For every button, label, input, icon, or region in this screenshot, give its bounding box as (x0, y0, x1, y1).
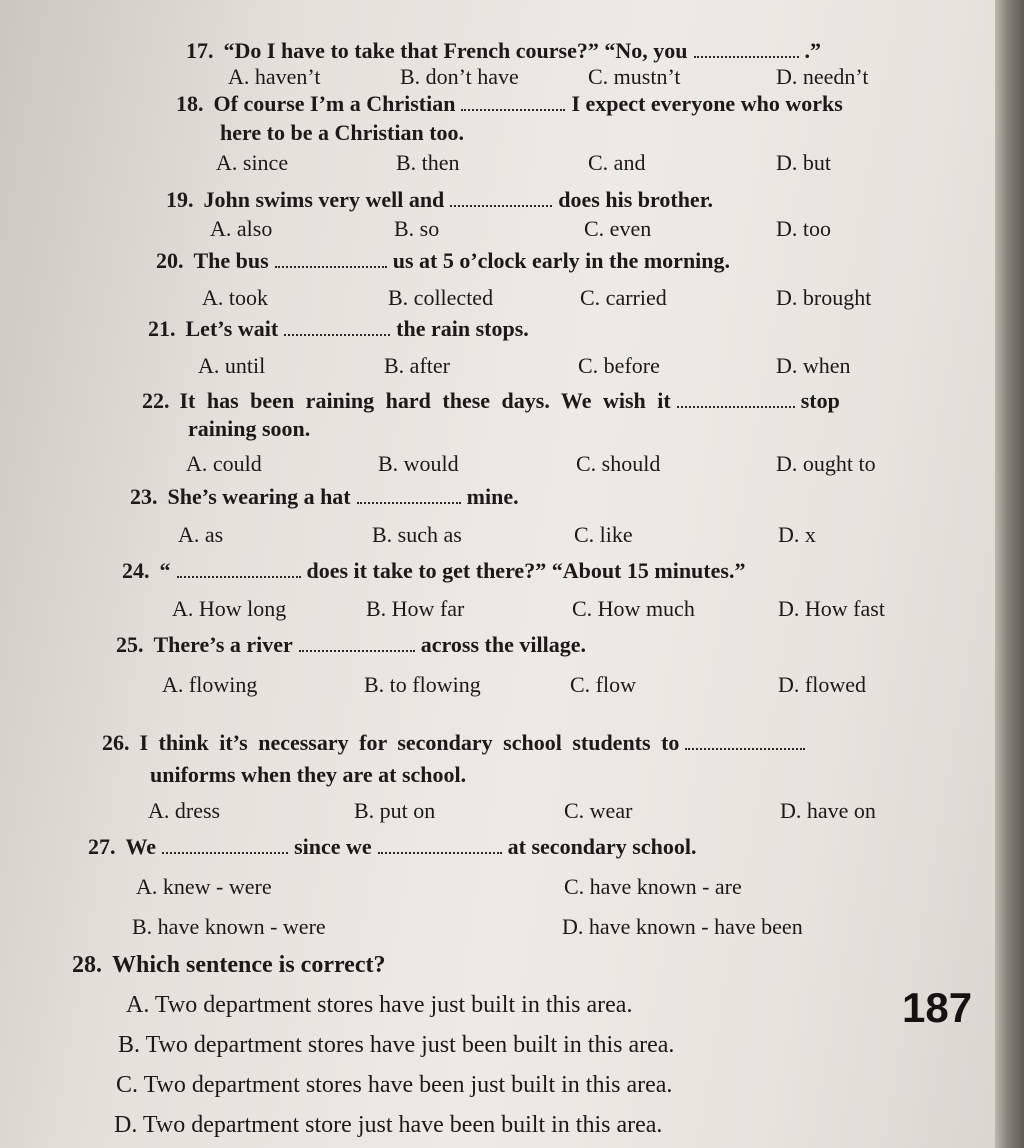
option-b[interactable]: B. put on (354, 798, 436, 823)
question-number: 28. (72, 952, 102, 978)
answer-blank[interactable] (275, 265, 387, 268)
option-c[interactable]: C. How much (572, 596, 695, 621)
question-18 (176, 91, 843, 117)
question-stem: Let’s wait (185, 316, 279, 341)
question-stem-end: across the village. (420, 632, 586, 657)
option-b[interactable]: B. after (384, 353, 450, 378)
question-number: 17. (186, 38, 214, 63)
question-stem-end: .” (804, 38, 822, 63)
question-number: 19. (166, 187, 194, 212)
question-number: 20. (156, 248, 184, 273)
answer-blank[interactable] (694, 55, 799, 58)
question-23 (130, 484, 519, 510)
option-b[interactable]: B. then (396, 150, 460, 175)
option-c[interactable]: C. carried (580, 285, 667, 310)
answer-blank[interactable] (177, 575, 301, 578)
option-d[interactable]: D. How fast (778, 596, 885, 621)
question-21 (148, 316, 529, 342)
option-d[interactable]: D. but (776, 150, 831, 175)
option-a[interactable]: A. took (202, 285, 268, 310)
option-a[interactable]: A. until (198, 353, 266, 378)
answer-blank[interactable] (677, 405, 795, 408)
question-22 (142, 388, 840, 414)
option-c[interactable]: C. before (578, 353, 660, 378)
question-stem-end: at secondary school. (507, 834, 697, 859)
option-d[interactable]: D. needn’t (776, 64, 869, 89)
option-a[interactable]: A. Two department stores have just built in this area. (126, 992, 633, 1018)
option-a[interactable]: A. also (210, 216, 273, 241)
question-number: 21. (148, 316, 176, 341)
answer-blank-2[interactable] (378, 851, 502, 854)
option-c[interactable]: C. and (588, 150, 646, 175)
option-b[interactable]: B. to flowing (364, 672, 481, 697)
question-stem: We (125, 834, 157, 859)
question-stem: It has been raining hard these days. We wish it (179, 388, 671, 413)
question-stem-end: I expect everyone who works (571, 91, 843, 116)
question-stem-mid: since we (294, 834, 372, 859)
question-stem-end: us at 5 o’clock early in the morning. (392, 248, 731, 273)
question-24 (122, 558, 745, 584)
option-d[interactable]: D. have on (780, 798, 876, 823)
question-stem: “ (159, 558, 171, 583)
option-d[interactable]: D. have known - have been (562, 914, 803, 939)
answer-blank[interactable] (450, 204, 552, 207)
question-27 (88, 834, 696, 860)
question-28 (72, 952, 385, 979)
answer-blank[interactable] (357, 501, 461, 504)
option-c[interactable]: C. Two department stores have been just built in this area. (116, 1072, 673, 1098)
option-d[interactable]: D. when (776, 353, 851, 378)
question-stem-end: the rain stops. (396, 316, 529, 341)
page-edge-shadow (995, 0, 1024, 1148)
option-c[interactable]: C. should (576, 451, 661, 476)
option-d[interactable]: D. x (778, 522, 816, 547)
question-20 (156, 248, 730, 274)
question-22-line-2: raining soon. (188, 416, 311, 441)
answer-blank[interactable] (284, 333, 390, 336)
option-a[interactable]: A. could (186, 451, 262, 476)
question-stem: Of course I’m a Christian (213, 91, 456, 116)
question-stem-end: stop (800, 388, 840, 413)
option-d[interactable]: D. ought to (776, 451, 876, 476)
option-b[interactable]: B. have known - were (132, 914, 326, 939)
question-stem-end: does it take to get there?” “About 15 minutes.” (306, 558, 746, 583)
question-stem: I think it’s necessary for secondary school students to (139, 730, 680, 755)
question-19 (166, 187, 713, 213)
option-a[interactable]: A. as (178, 522, 224, 547)
question-number: 22. (142, 388, 170, 413)
question-18-line-2: here to be a Christian too. (220, 120, 465, 145)
question-stem: There’s a river (153, 632, 293, 657)
option-c[interactable]: C. like (574, 522, 633, 547)
answer-blank-1[interactable] (162, 851, 288, 854)
option-b[interactable]: B. so (394, 216, 440, 241)
option-b[interactable]: B. collected (388, 285, 494, 310)
answer-blank[interactable] (461, 108, 565, 111)
option-c[interactable]: C. wear (564, 798, 633, 823)
option-b[interactable]: B. How far (366, 596, 465, 621)
question-25 (116, 632, 586, 658)
option-b[interactable]: B. don’t have (400, 64, 519, 89)
option-c[interactable]: C. flow (570, 672, 636, 697)
question-number: 26. (102, 730, 130, 755)
question-stem: The bus (193, 248, 269, 273)
option-a[interactable]: A. flowing (162, 672, 258, 697)
question-number: 27. (88, 834, 116, 859)
question-26-line-2: uniforms when they are at school. (150, 762, 467, 787)
option-a[interactable]: A. knew - were (136, 874, 272, 899)
option-b[interactable]: B. would (378, 451, 459, 476)
option-a[interactable]: A. How long (172, 596, 287, 621)
question-number: 23. (130, 484, 158, 509)
answer-blank[interactable] (299, 649, 415, 652)
question-stem-end: does his brother. (558, 187, 713, 212)
question-26 (102, 730, 811, 756)
question-stem: John swims very well and (203, 187, 445, 212)
option-a[interactable]: A. haven’t (228, 64, 321, 89)
option-c[interactable]: C. even (584, 216, 652, 241)
question-number: 25. (116, 632, 144, 657)
option-d[interactable]: D. too (776, 216, 831, 241)
option-c[interactable]: C. have known - are (564, 874, 742, 899)
question-stem-end: mine. (466, 484, 519, 509)
option-b[interactable]: B. Two department stores have just been built in this area. (118, 1032, 675, 1058)
option-d[interactable]: D. Two department store just have been built in this area. (114, 1112, 663, 1138)
option-b[interactable]: B. such as (372, 522, 462, 547)
option-a[interactable]: A. dress (148, 798, 221, 823)
option-d[interactable]: D. brought (776, 285, 872, 310)
question-stem: “Do I have to take that French course?” “No, you (223, 38, 688, 63)
question-17 (186, 38, 821, 64)
option-d[interactable]: D. flowed (778, 672, 866, 697)
option-a[interactable]: A. since (216, 150, 289, 175)
question-stem: Which sentence is correct? (112, 952, 386, 978)
question-number: 18. (176, 91, 204, 116)
question-stem: She’s wearing a hat (167, 484, 351, 509)
page-number: 187 (902, 984, 973, 1031)
option-c[interactable]: C. mustn’t (588, 64, 681, 89)
answer-blank[interactable] (685, 747, 805, 750)
question-number: 24. (122, 558, 150, 583)
